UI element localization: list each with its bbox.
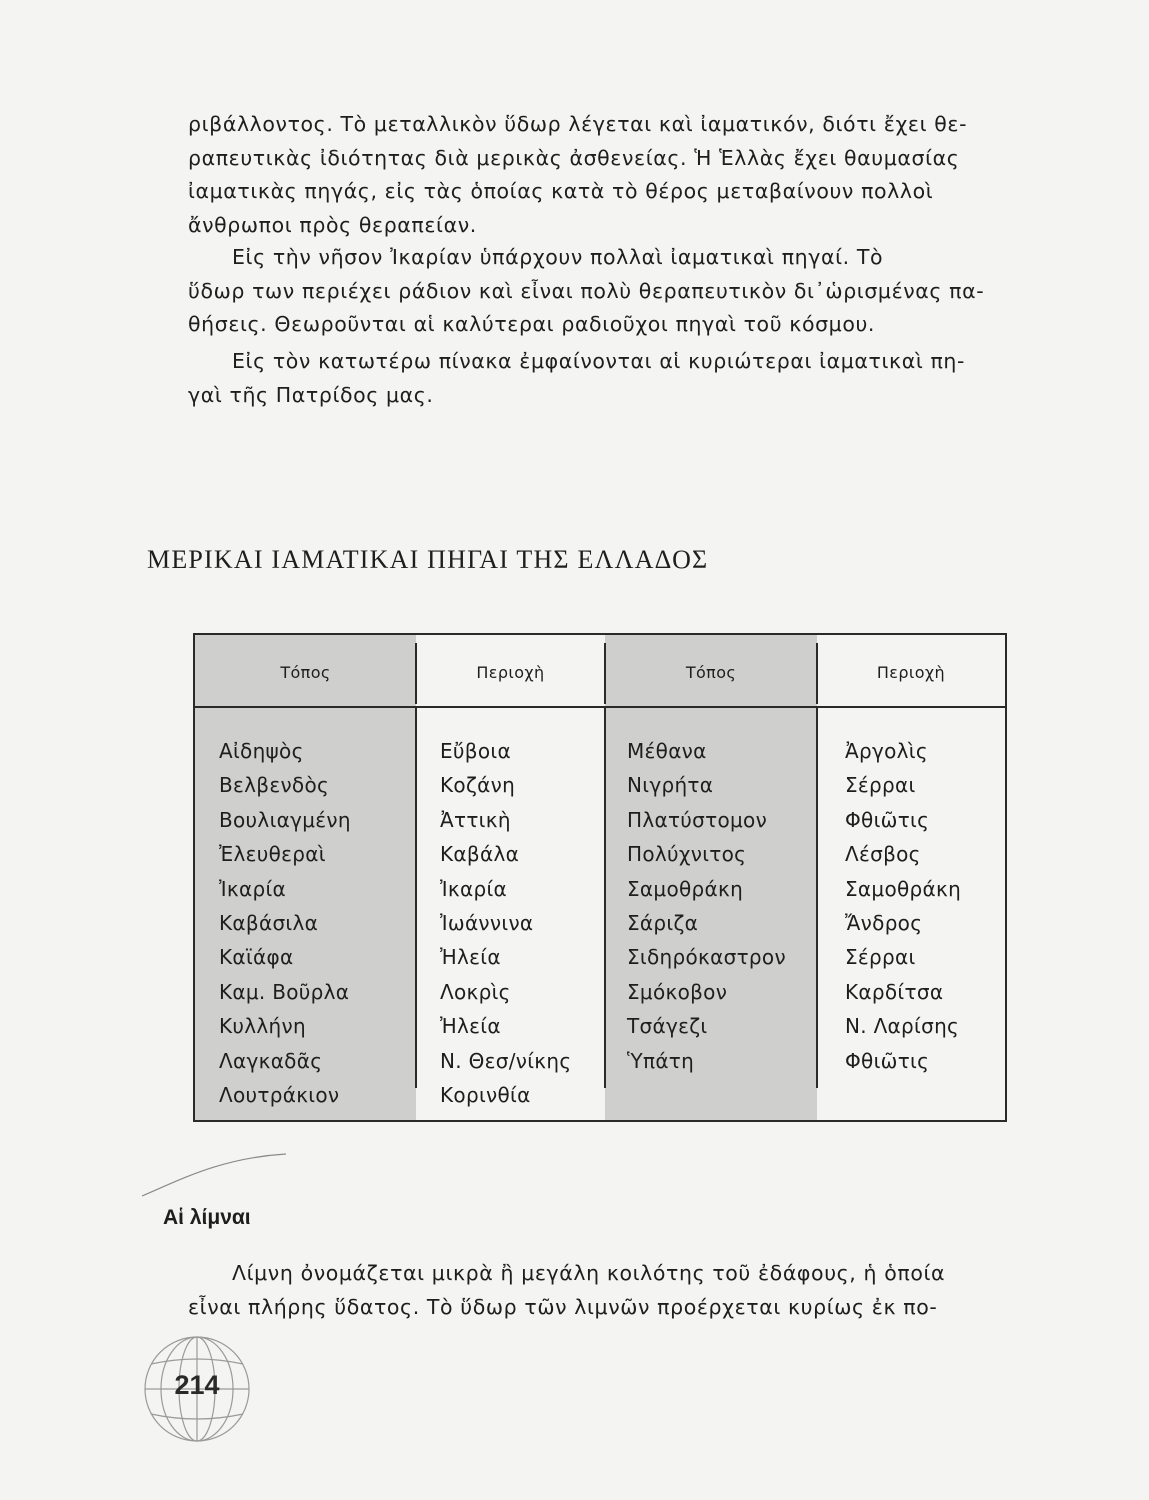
table-header: Περιοχὴ: [876, 663, 946, 682]
table-cell: Καμ. Βοῦρλα: [219, 979, 350, 1004]
paragraph-line: Εἰς τὸν κατωτέρω πίνακα ἐμφαίνονται αἱ κυριώτεραι ἰαματικαὶ πη-: [232, 349, 966, 373]
paragraph-line: Λίμνη ὀνομάζεται μικρὰ ἢ μεγάλη κοιλότης τοῦ ἐδάφους, ἡ ὁποία: [232, 1261, 946, 1285]
table-cell-list: [219, 734, 351, 1112]
table-cell: Ν. Λαρίσης: [845, 1014, 960, 1039]
table-cell: Καβάσιλα: [219, 910, 319, 935]
table-cell: Βελβενδὸς: [219, 773, 330, 798]
paragraph-line: ὕδωρ των περιέχει ράδιον καὶ εἶναι πολὺ θεραπευτικὸν δι᾽ὡρισμένας πα-: [188, 278, 985, 303]
table-cell: Ν. Θεσ/νίκης: [440, 1048, 572, 1073]
table-header: Τόπος: [685, 663, 737, 682]
table-cell: Σαμοθράκη: [845, 876, 962, 901]
table-cell: Αἰδηψὸς: [219, 739, 304, 763]
page-number-badge: [142, 1334, 252, 1444]
decorative-curve: [140, 1150, 290, 1200]
table-cell: Λουτράκιον: [219, 1082, 340, 1107]
table-cell: Φθιῶτις: [845, 807, 930, 832]
paragraph-line: Εἰς τὴν νῆσον Ἰκαρίαν ὑπάρχουν πολλαὶ ἰαματικαὶ πηγαί. Τὸ: [232, 245, 884, 269]
table-cell: Κυλλήνη: [219, 1014, 306, 1039]
table-cell: Βουλιαγμένη: [219, 807, 351, 832]
paragraph-line: εἶναι πλήρης ὕδατος. Τὸ ὕδωρ τῶν λιμνῶν προέρχεται κυρίως ἐκ πο-: [188, 1294, 938, 1319]
table-cell: Ἀργολὶς: [845, 739, 928, 763]
lakes-heading: Αἱ λίμναι: [163, 1206, 251, 1229]
table-cell: Ἰωάννινα: [440, 910, 534, 935]
table-cell: Μέθανα: [627, 739, 707, 763]
table-cell: Σέρραι: [845, 945, 916, 970]
paragraph-line: ἄνθρωποι πρὸς θεραπείαν.: [188, 212, 477, 237]
table-cell: Τσάγεζι: [627, 1014, 708, 1039]
table-cell: Νιγρήτα: [627, 773, 714, 798]
table-cell: Σάριζα: [627, 910, 699, 935]
table-cell: Σιδηρόκαστρον: [627, 945, 786, 970]
table-cell: Κορινθία: [440, 1082, 531, 1107]
table-cell-list: [440, 734, 571, 1112]
ikaria-paragraph: [188, 241, 1024, 342]
table-cell: Ἠλεία: [440, 945, 501, 970]
table-cell: Σαμοθράκη: [627, 876, 744, 901]
table-header: Περιοχὴ: [476, 663, 545, 682]
paragraph-line: ἰαματικὰς πηγάς, εἰς τὰς ὁποίας κατὰ τὸ θέρος μεταβαίνουν πολλοὶ: [188, 179, 934, 203]
paragraph-line: ραπευτικὰς ἰδιότητας διὰ μερικὰς ἀσθενείας. Ἡ Ἑλλὰς ἔχει θαυμασίας: [188, 145, 960, 170]
paragraph-line: θήσεις. Θεωροῦνται αἱ καλύτεραι ραδιοῦχοι πηγαὶ τοῦ κόσμου.: [188, 312, 876, 336]
table-cell: Ἠλεία: [440, 1014, 501, 1039]
paragraph-line: γαὶ τῆς Πατρίδος μας.: [188, 382, 434, 407]
table-cell-list: [627, 734, 786, 1078]
intro-paragraph: [188, 108, 1024, 242]
column-divider: [816, 708, 818, 1088]
table-cell-list: [845, 734, 961, 1078]
table-cell: Καρδίτσα: [845, 979, 944, 1004]
table-cell: Σέρραι: [845, 773, 916, 798]
table-cell: Φθιῶτις: [845, 1048, 930, 1073]
table-cell: Ἰκαρία: [440, 876, 508, 901]
table-cell: Κοζάνη: [440, 773, 516, 798]
table-cell: Ἰκαρία: [219, 876, 287, 901]
table-cell: Λαγκαδᾶς: [219, 1048, 323, 1073]
table-cell: Ὑπάτη: [627, 1048, 695, 1073]
lakes-paragraph: [188, 1257, 1024, 1324]
table-cell: Πλατύστομον: [627, 807, 768, 832]
table-cell: Ἐλευθεραὶ: [219, 842, 326, 867]
table-cell: Εὔβοια: [440, 739, 511, 763]
table-cell: Ἀττικὴ: [440, 807, 511, 832]
page-number: 214: [174, 1370, 220, 1400]
table-cell: Καβάλα: [440, 842, 520, 867]
table-intro-paragraph: [188, 345, 1024, 412]
table-cell: Λέσβος: [845, 842, 921, 867]
springs-table: [193, 633, 1007, 1122]
table-cell: Ἄνδρος: [845, 910, 923, 935]
table-cell: Πολύχνιτος: [627, 842, 747, 867]
table-cell: Σμόκοβον: [627, 979, 728, 1004]
paragraph-line: ριβάλλοντος. Τὸ μεταλλικὸν ὕδωρ λέγεται καὶ ἰαματικόν, διότι ἔχει θε-: [188, 112, 968, 136]
column-divider: [415, 708, 417, 1088]
table-cell: Καϊάφα: [219, 945, 294, 970]
header-rule: [195, 706, 1005, 708]
table-header: Τόπος: [280, 663, 331, 682]
table-cell: Λοκρὶς: [440, 979, 511, 1004]
column-divider: [604, 708, 606, 1088]
table-title: ΜΕΡΙΚΑΙ ΙΑΜΑΤΙΚΑΙ ΠΗΓΑΙ ΤΗΣ ΕΛΛΑΔΟΣ: [147, 545, 709, 574]
